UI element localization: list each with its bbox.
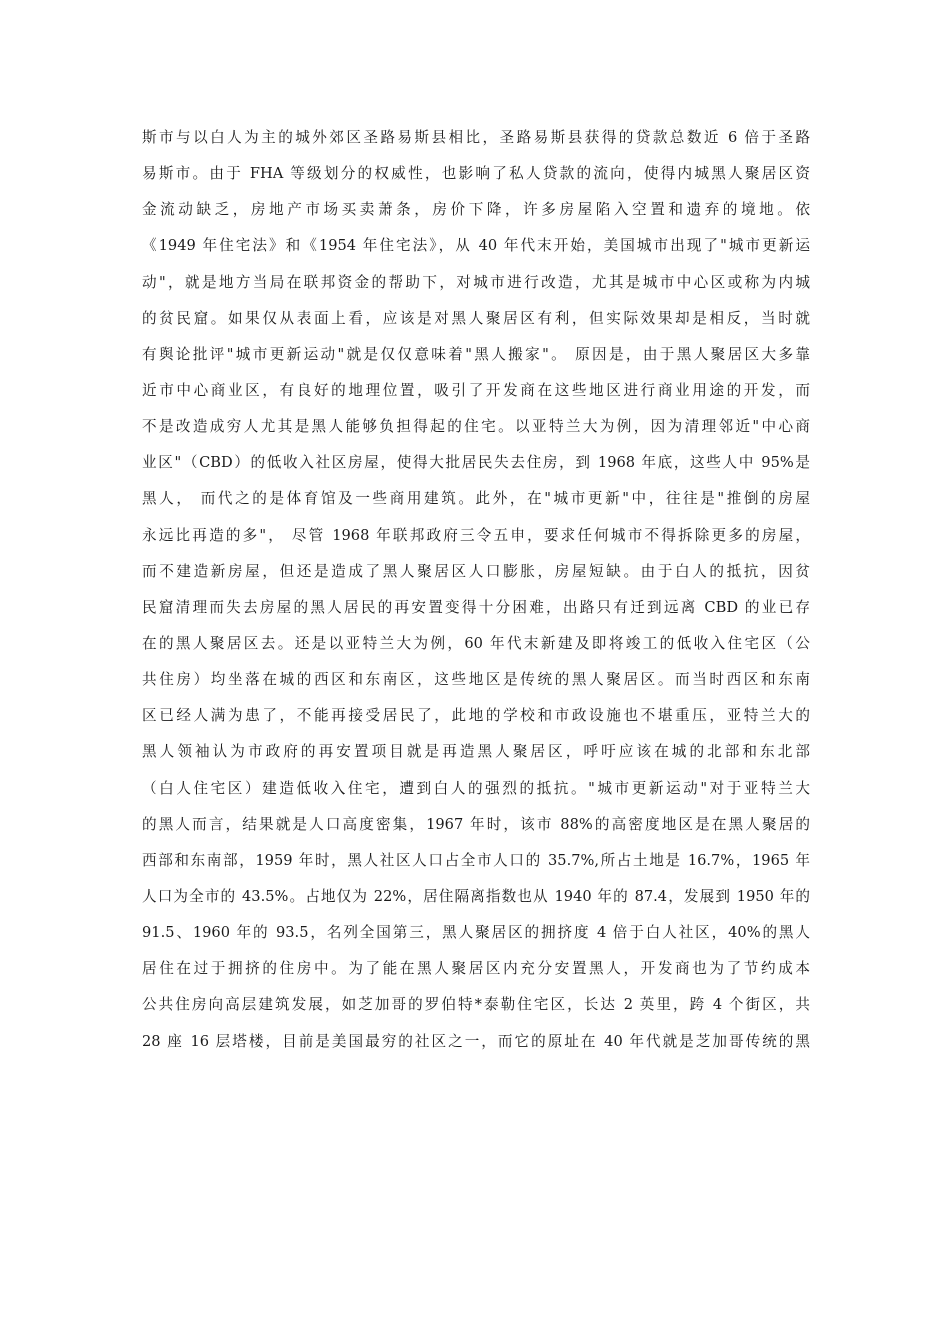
text-line-19: （白人住宅区）建造低收入住宅，遭到白人的强烈的抵抗。"城市更新运动"对于亚特兰大 [142, 779, 810, 797]
text-line-15: 在的黑人聚居区去。还是以亚特兰大为例，60 年代末新建及即将竣工的低收入住宅区（公 [142, 634, 810, 652]
text-line-20: 的黑人而言，结果就是人口高度密集，1967 年时，该市 88%的高密度地区是在黑人聚居的 [142, 815, 810, 833]
text-line-24: 居住在过于拥挤的住房中。为了能在黑人聚居区内充分安置黑人，开发商也为了节约成本 [142, 960, 810, 978]
text-line-9: 不是改造成穷人尤其是黑人能够负担得起的住宅。以亚特兰大为例，因为清理邻近"中心商 [142, 418, 810, 436]
text-line-23: 91.5、1960 年的 93.5，名列全国第三，黑人聚居区的拥挤度 4 倍于白人社区，40%的黑人 [142, 924, 810, 942]
text-line-13: 而不建造新房屋，但还是造成了黑人聚居区人口膨胀，房屋短缺。由于白人的抵抗，因贫 [142, 562, 810, 580]
text-line-7: 有舆论批评"城市更新运动"就是仅仅意味着"黑人搬家"。 原因是，由于黑人聚居区大多靠 [142, 345, 810, 363]
text-line-3: 金流动缺乏，房地产市场买卖萧条，房价下降，许多房屋陷入空置和遗弃的境地。依 [142, 201, 810, 219]
body-text [142, 120, 810, 1060]
text-line-16: 共住房）均坐落在城的西区和东南区，这些地区是传统的黑人聚居区。而当时西区和东南 [142, 671, 810, 689]
text-line-4: 《1949 年住宅法》和《1954 年住宅法》，从 40 年代末开始，美国城市出现了"城市更新运 [142, 237, 810, 255]
text-line-21: 西部和东南部，1959 年时，黑人社区人口占全市人口的 35.7%,所占土地是 16.7%，1965 年 [142, 851, 810, 869]
text-line-6: 的贫民窟。如果仅从表面上看，应该是对黑人聚居区有利，但实际效果却是相反，当时就 [142, 309, 810, 327]
text-line-26: 28 座 16 层塔楼，目前是美国最穷的社区之一，而它的原址在 40 年代就是芝加哥传统的黑 [142, 1032, 810, 1050]
text-line-17: 区已经人满为患了，不能再接受居民了，此地的学校和市政设施也不堪重压，亚特兰大的 [142, 707, 810, 725]
text-line-1: 斯市与以白人为主的城外郊区圣路易斯县相比，圣路易斯县获得的贷款总数近 6 倍于圣路 [142, 129, 810, 146]
text-line-8: 近市中心商业区，有良好的地理位置，吸引了开发商在这些地区进行商业用途的开发，而 [142, 381, 810, 399]
text-line-14: 民窟清理而失去房屋的黑人居民的再安置变得十分困难，出路只有迁到远离 CBD 的业已存 [142, 598, 810, 616]
text-line-22: 人口为全市的 43.5%。占地仅为 22%，居住隔离指数也从 1940 年的 87.4，发展到 1950 年的 [142, 887, 810, 905]
text-line-5: 动"，就是地方当局在联邦资金的帮助下，对城市进行改造，尤其是城市中心区或称为内城 [142, 273, 810, 291]
text-line-2: 易斯市。由于 FHA 等级划分的权威性，也影响了私人贷款的流向，使得内城黑人聚居区资 [142, 165, 810, 183]
text-line-11: 黑人， 而代之的是体育馆及一些商用建筑。此外，在"城市更新"中，往往是"推倒的房屋 [142, 490, 810, 508]
text-line-12: 永远比再造的多"， 尽管 1968 年联邦政府三令五申，要求任何城市不得拆除更多的房屋， [142, 526, 810, 544]
text-line-18: 黑人领袖认为市政府的再安置项目就是再造黑人聚居区，呼吁应该在城的北部和东北部 [142, 743, 810, 761]
text-line-25: 公共住房向高层建筑发展，如芝加哥的罗伯特*泰勒住宅区，长达 2 英里，跨 4 个街区，共 [142, 996, 810, 1014]
text-line-10: 业区"（CBD）的低收入社区房屋，使得大批居民失去住房，到 1968 年底，这些人中 95%是 [142, 454, 810, 472]
